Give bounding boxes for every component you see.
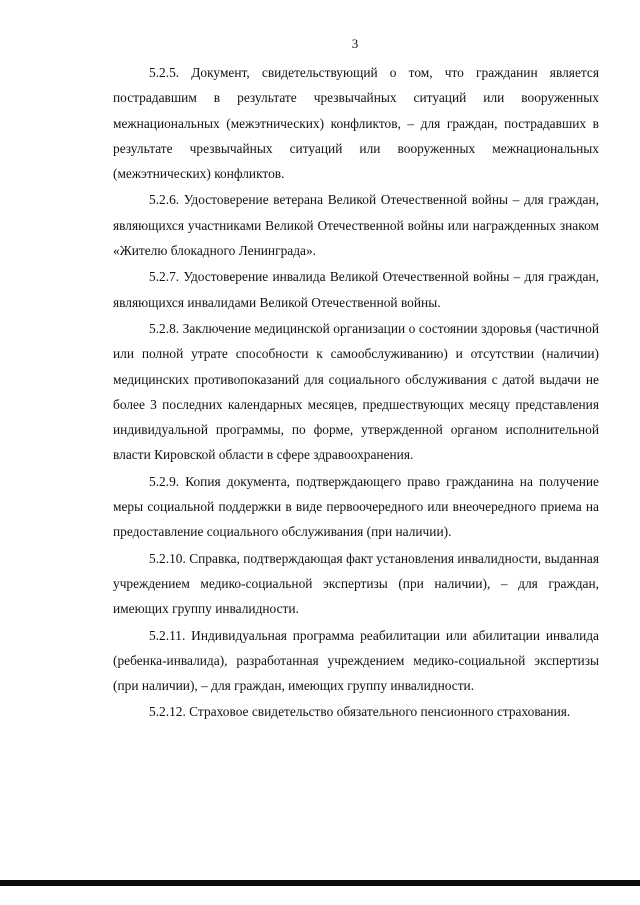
page-number: 3 xyxy=(351,36,359,51)
paragraph-5-2-7: 5.2.7. Удостоверение инвалида Великой Отечественной войны – для граждан, являющихся инвалидами Великой Отечественной войны. xyxy=(113,269,599,310)
paragraph-5-2-9: 5.2.9. Копия документа, подтверждающего право гражданина на получение меры социальной поддержки в виде первоочередного или внеочередного приема на предоставление социального обслуживания (при наличии). xyxy=(113,473,599,540)
document-body xyxy=(113,60,599,726)
paragraph-5-2-8: 5.2.8. Заключение медицинской организации о состоянии здоровья (частичной или полной утрате способности к самообслуживанию) и отсутствии (наличии) медицинских противопоказаний для социального обслуживания с датой выдачи не более 3 последних календарных месяцев, предшествующих месяцу представления индивидуальной программы, по форме, утвержденной органом исполнительной власти Кировской области в сфере здравоохранения. xyxy=(113,320,599,463)
scan-bottom-edge xyxy=(0,880,640,886)
paragraph-5-2-11: 5.2.11. Индивидуальная программа реабилитации или абилитации инвалида (ребенка-инвалида), разработанная учреждением медико-социальной экспертизы (при наличии), – для граждан, имеющих группу инвалидности. xyxy=(113,627,599,694)
paragraph-5-2-10: 5.2.10. Справка, подтверждающая факт установления инвалидности, выданная учреждением медико-социальной экспертизы (при наличии), – для граждан, имеющих группу инвалидности. xyxy=(113,550,599,617)
paragraph-5-2-6: 5.2.6. Удостоверение ветерана Великой Отечественной войны – для граждан, являющихся участниками Великой Отечественной войны или награжденных знаком «Жителю блокадного Ленинграда». xyxy=(113,192,599,259)
paragraph-5-2-12: 5.2.12. Страховое свидетельство обязательного пенсионного страхования. xyxy=(149,704,571,720)
paragraph-5-2-5: 5.2.5. Документ, свидетельствующий о том, что гражданин является пострадавшим в результате чрезвычайных ситуаций или вооруженных межнациональных (межэтнических) конфликтов, – для граждан, пострадавших в результате чрезвычайных ситуаций или вооруженных межнациональных (межэтнических) конфликтов. xyxy=(113,65,599,182)
